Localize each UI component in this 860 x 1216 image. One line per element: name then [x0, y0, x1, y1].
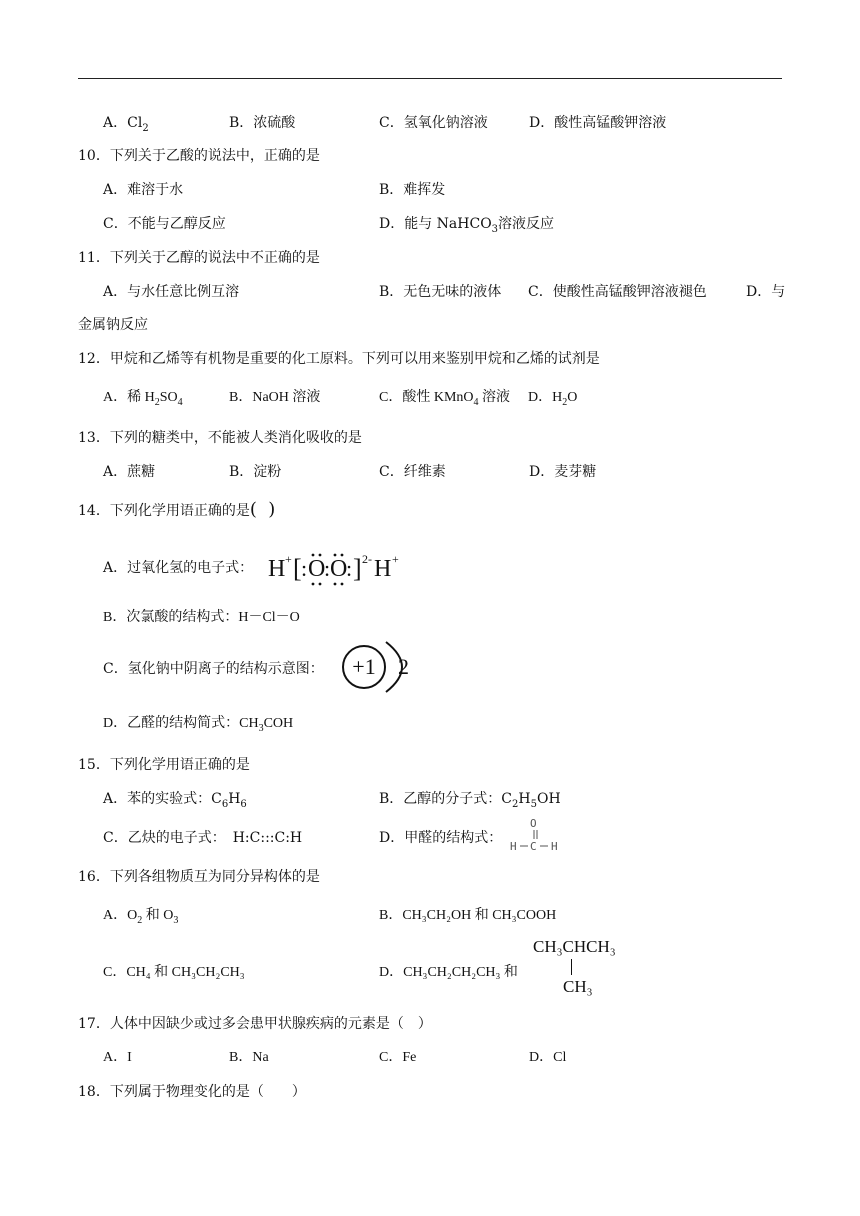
q14-stem: 14．下列化学用语正确的是( ): [78, 499, 276, 520]
svg-text:H: H: [374, 556, 392, 582]
q11-option-d-end: 金属钠反应: [78, 317, 148, 333]
q10-option-c: C．不能与乙醇反应: [103, 216, 226, 232]
svg-text:H: H: [551, 840, 558, 853]
q9-option-d: D．酸性高锰酸钾溶液: [529, 115, 667, 131]
svg-text:[: [: [293, 554, 302, 583]
q10-stem: 10．下列关于乙酸的说法中，正确的是: [78, 148, 320, 164]
q17-option-c: C．Fe: [379, 1050, 417, 1065]
q13-option-b: B．淀粉: [229, 464, 282, 480]
svg-text:C: C: [530, 840, 537, 853]
svg-text::: :: [346, 556, 353, 581]
q17-option-d: D．Cl: [529, 1050, 567, 1065]
q16-stem: 16．下列各组物质互为同分异构体的是: [78, 869, 320, 885]
q16-option-c: C．CH₄ 和 CH₃CH₂CH₃: [103, 965, 245, 980]
q14-option-b: B．次氯酸的结构式：H－Cl－O: [103, 610, 300, 625]
svg-text:+: +: [392, 552, 399, 566]
q11-stem: 11．下列关于乙醇的说法中不正确的是: [78, 250, 320, 266]
q10-option-d: D．能与 NaHCO$_3$溶液反应: [379, 216, 555, 235]
q16-option-d: D．CH₃CH₂CH₂CH₃ 和: [379, 965, 518, 980]
isobutane-branch: CH₃: [563, 977, 593, 996]
q15-option-a: A．苯的实验式：$C_6H_6$: [103, 791, 247, 810]
q14-option-d: D．乙醛的结构简式：$CH_3COH$: [103, 716, 294, 734]
q17-option-a: A．I: [103, 1050, 132, 1065]
electron-shell-count: 2: [398, 654, 409, 679]
q15-option-d-label: D．甲醛的结构式：: [379, 830, 503, 846]
svg-text:O: O: [530, 817, 537, 830]
q12-stem: 12．甲烷和乙烯等有机物是重要的化工原料。下列可以用来鉴别甲烷和乙烯的试剂是: [78, 351, 600, 367]
nucleus-charge: +1: [352, 654, 376, 679]
svg-text:]: ]: [353, 554, 362, 583]
q13-option-c: C．纤维素: [379, 464, 446, 480]
q11-option-d-start: D．与: [746, 284, 786, 300]
q9-option-c: C．氢氧化钠溶液: [379, 115, 488, 131]
q10-option-a: A．难溶于水: [103, 182, 184, 198]
svg-text:H: H: [268, 556, 286, 582]
q12-option-c: C．酸性 KMnO$_4$ 溶液: [379, 390, 511, 408]
q15-stem: 15．下列化学用语正确的是: [78, 757, 250, 773]
q13-option-d: D．麦芽糖: [529, 464, 597, 480]
q17-stem: 17．人体中因缺少或过多会患甲状腺疾病的元素是（ ）: [78, 1016, 432, 1032]
q15-option-c: C．乙炔的电子式： H:C:::C:H: [103, 830, 303, 846]
isobutane-structure: [533, 936, 633, 1000]
formaldehyde-structure-image: [508, 817, 564, 855]
q11-option-b: B．无色无味的液体: [379, 284, 502, 300]
q13-stem: 13．下列的糖类中，不能被人类消化吸收的是: [78, 430, 362, 446]
q12-option-d: D．$H_2O$: [528, 390, 578, 408]
q14-option-a-label: A．过氧化氢的电子式：: [103, 560, 254, 576]
q17-option-b: B．Na: [229, 1050, 269, 1065]
header-rule: [78, 78, 782, 79]
svg-text:2-: 2-: [362, 552, 372, 566]
q12-option-b: B．NaOH 溶液: [229, 390, 321, 405]
svg-text:O: O: [308, 556, 326, 582]
q14-option-c-label: C．氢化钠中阴离子的结构示意图：: [103, 661, 324, 677]
svg-text:H: H: [510, 840, 517, 853]
q10-option-b: B．难挥发: [379, 182, 446, 198]
svg-text:+: +: [285, 552, 292, 566]
atomic-structure-diagram: [338, 638, 418, 696]
q9-option-a: A．$Cl_2$: [103, 115, 149, 134]
q11-option-c: C．使酸性高锰酸钾溶液褪色: [528, 284, 707, 300]
q16-option-a: A．$O_2$ 和 $O_3$: [103, 908, 179, 926]
q15-option-b: B．乙醇的分子式：$C_2H_5OH$: [379, 791, 561, 810]
q9-option-b: B．浓硫酸: [229, 115, 296, 131]
q13-option-a: A．蔗糖: [103, 464, 156, 480]
q16-option-b: B．CH₃CH₂OH 和 CH₃COOH: [379, 908, 557, 923]
q11-option-a: A．与水任意比例互溶: [103, 284, 240, 300]
svg-text::: :: [324, 556, 331, 581]
q18-stem: 18．下列属于物理变化的是（ ）: [78, 1084, 306, 1100]
q12-option-a: A．稀 $H_2SO_4$: [103, 390, 183, 408]
isobutane-branch-bond: [571, 959, 572, 975]
isobutane-main-chain: CH₃CHCH₃: [533, 937, 616, 956]
svg-text:O: O: [330, 556, 348, 582]
svg-text::: :: [301, 556, 308, 581]
hydrogen-peroxide-electron-formula: [266, 545, 416, 589]
